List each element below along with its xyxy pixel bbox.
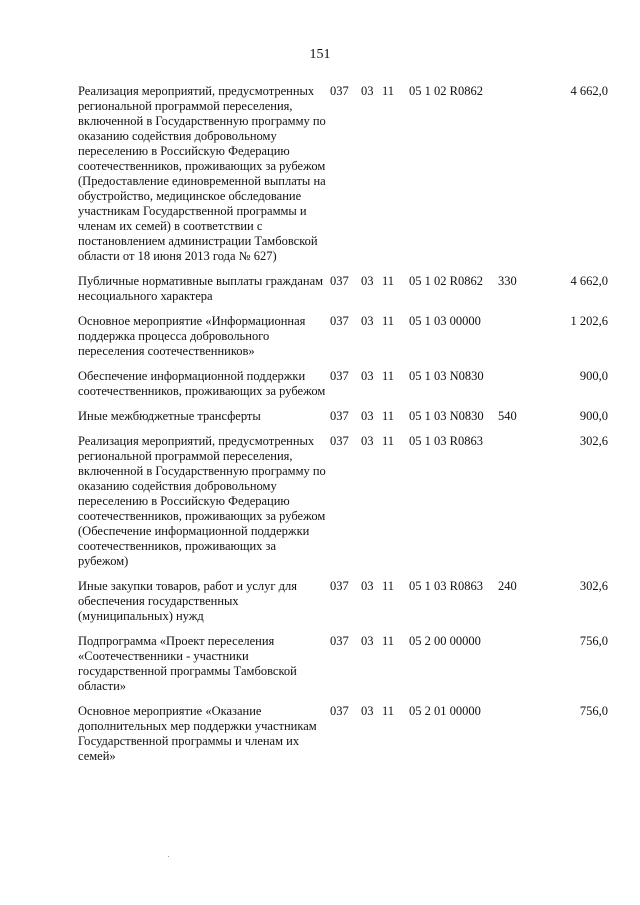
subsection-code: 11 <box>382 579 395 593</box>
subsection-code: 11 <box>382 409 395 423</box>
ministry-code: 037 <box>330 369 349 383</box>
section-code: 03 <box>361 314 374 328</box>
table-row <box>78 84 608 264</box>
row-name: Публичные нормативные выплаты гражданам несоциального характера <box>78 274 324 303</box>
subsection-code: 11 <box>382 634 395 648</box>
section-code: 03 <box>361 274 374 288</box>
expense-type-code: 330 <box>498 274 517 288</box>
amount: 4 662,0 <box>570 84 608 98</box>
subsection-code: 11 <box>382 84 395 98</box>
amount: 1 202,6 <box>570 314 608 328</box>
expense-type-code: 240 <box>498 579 517 593</box>
table-row <box>78 434 608 569</box>
target-article-code: 05 1 03 N0830 <box>409 409 484 423</box>
target-article-code: 05 1 03 R0863 <box>409 434 483 448</box>
table-row <box>78 314 608 359</box>
scan-speck <box>168 856 169 857</box>
table-row <box>78 634 608 694</box>
page-number: 151 <box>309 47 331 62</box>
table-row <box>78 274 608 304</box>
ministry-code: 037 <box>330 84 349 98</box>
expense-type-code: 540 <box>498 409 517 423</box>
table-row <box>78 369 608 399</box>
row-name: Подпрограмма «Проект переселения «Соотечественники - участники государственной программы Тамбовской области» <box>78 634 297 693</box>
section-code: 03 <box>361 704 374 718</box>
row-name: Основное мероприятие «Информационная поддержка процесса добровольного переселения соотечественников» <box>78 314 306 358</box>
ministry-code: 037 <box>330 314 349 328</box>
ministry-code: 037 <box>330 274 349 288</box>
target-article-code: 05 1 03 N0830 <box>409 369 484 383</box>
amount: 302,6 <box>579 434 608 448</box>
target-article-code: 05 2 01 00000 <box>409 704 481 718</box>
subsection-code: 11 <box>382 704 395 718</box>
section-code: 03 <box>361 409 374 423</box>
row-name: Основное мероприятие «Оказание дополнительных мер поддержки участникам Государственной программы и членам их семей» <box>78 704 317 763</box>
table-row <box>78 409 608 424</box>
amount: 756,0 <box>579 704 608 718</box>
table-row <box>78 704 608 764</box>
ministry-code: 037 <box>330 634 349 648</box>
subsection-code: 11 <box>382 434 395 448</box>
target-article-code: 05 1 03 R0863 <box>409 579 483 593</box>
target-article-code: 05 1 03 00000 <box>409 314 481 328</box>
target-article-code: 05 2 00 00000 <box>409 634 481 648</box>
budget-table <box>78 84 608 774</box>
target-article-code: 05 1 02 R0862 <box>409 84 483 98</box>
section-code: 03 <box>361 634 374 648</box>
row-name: Иные закупки товаров, работ и услуг для обеспечения государственных (муниципальных) нужд <box>78 579 298 623</box>
amount: 900,0 <box>579 369 608 383</box>
amount: 4 662,0 <box>570 274 608 288</box>
row-name: Реализация мероприятий, предусмотренных региональной программой переселения, включенной в Государственную программу по оказанию содействия добровольному переселению в Российскую Федерацию соотечественников, проживающих за рубежом (Предоставление единовременной выплаты на обустройство, медицинское обследование участникам Государственной программы и членам их семей) в соответствии с постановлением администрации Тамбовской области от 18 июня 2013 года № 627) <box>78 84 326 263</box>
target-article-code: 05 1 02 R0862 <box>409 274 483 288</box>
amount: 756,0 <box>579 634 608 648</box>
section-code: 03 <box>361 579 374 593</box>
row-name: Иные межбюджетные трансферты <box>78 409 261 423</box>
amount: 900,0 <box>579 409 608 423</box>
subsection-code: 11 <box>382 314 395 328</box>
row-name: Обеспечение информационной поддержки соотечественников, проживающих за рубежом <box>78 369 326 398</box>
subsection-code: 11 <box>382 369 395 383</box>
section-code: 03 <box>361 434 374 448</box>
section-code: 03 <box>361 84 374 98</box>
row-name: Реализация мероприятий, предусмотренных региональной программой переселения, включенной в Государственную программу по оказанию содействия добровольному переселению в Российскую Федерацию соотечественников, проживающих за рубежом (Обеспечение информационной поддержки соотечественников, проживающих за рубежом) <box>78 434 326 568</box>
ministry-code: 037 <box>330 704 349 718</box>
table-row <box>78 579 608 624</box>
ministry-code: 037 <box>330 579 349 593</box>
ministry-code: 037 <box>330 434 349 448</box>
section-code: 03 <box>361 369 374 383</box>
amount: 302,6 <box>579 579 608 593</box>
subsection-code: 11 <box>382 274 395 288</box>
ministry-code: 037 <box>330 409 349 423</box>
